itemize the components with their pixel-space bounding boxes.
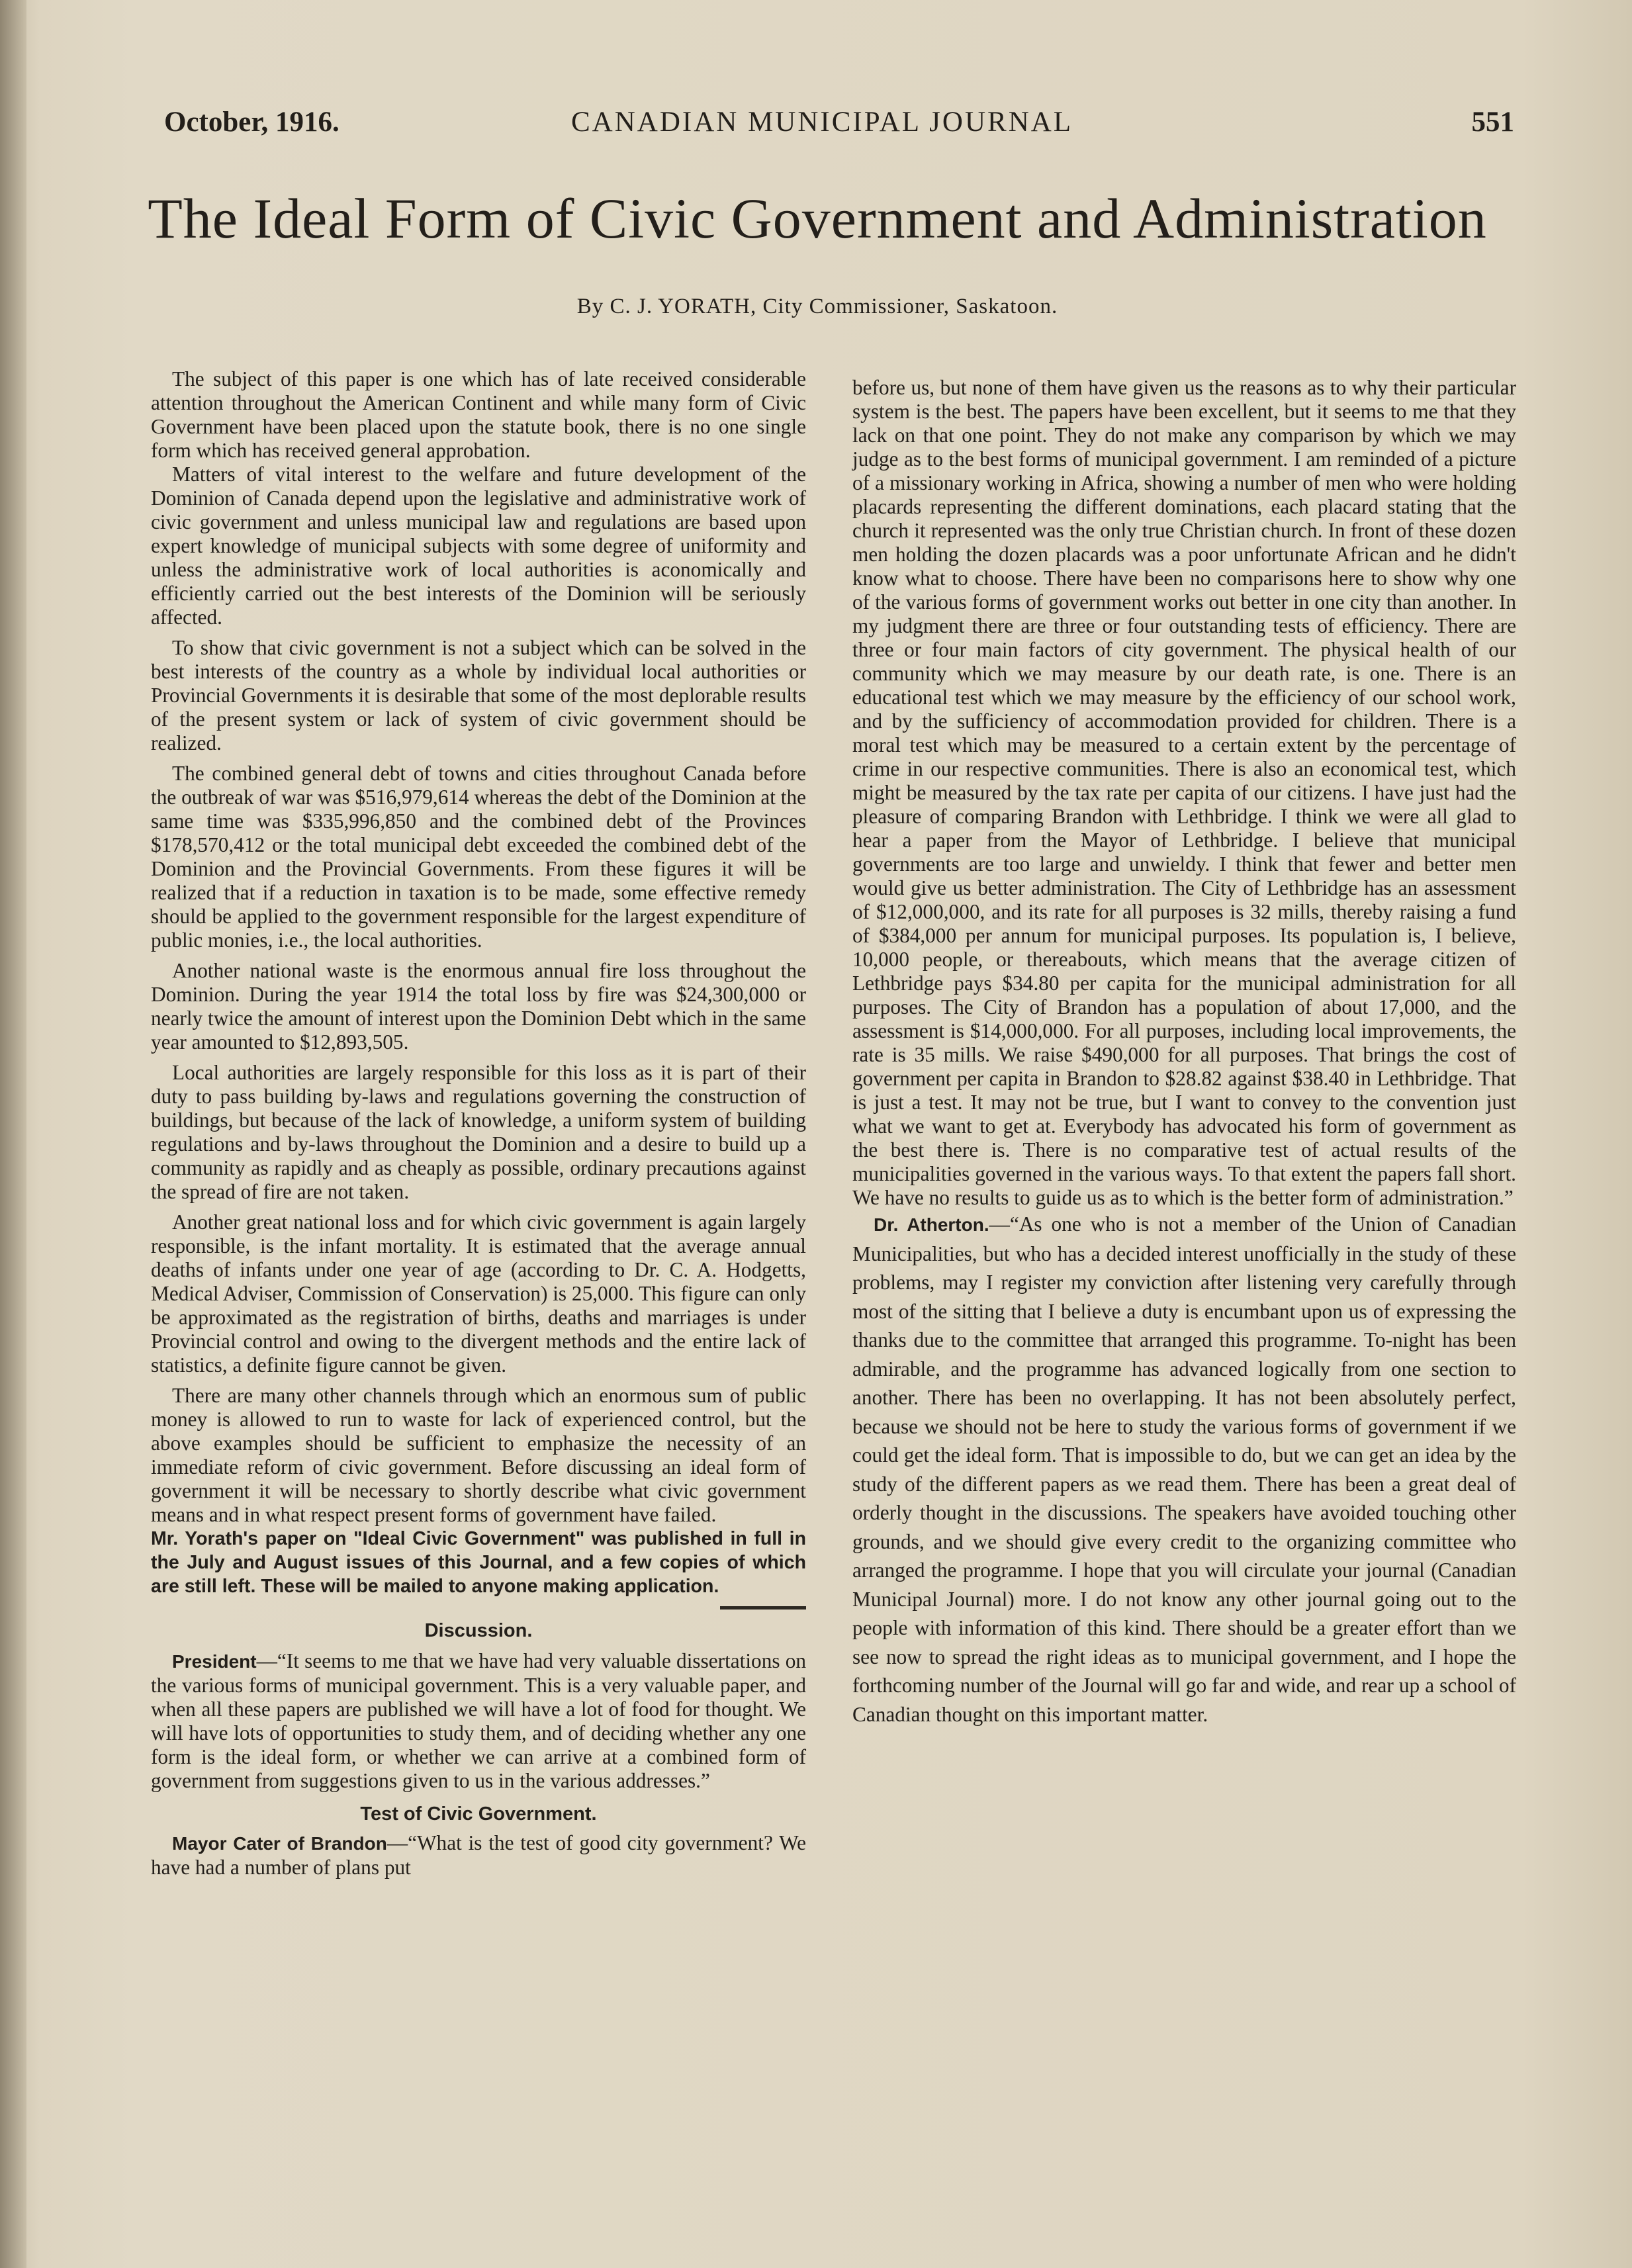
- remarks-text: —“As one who is not a member of the Union of Canadian Municipalities, but who has a decided interest unofficially in the study of these problems, may I register my conviction after listening very carefully through most of the sitting that I believe a duty is encumbant upon us of expressing the thanks due to the committee that arranged this programme. To-night has been admirable, and the programme has advanced logically from one section to another. There has been no overlapping. It has not been absolutely perfect, because we should not be here to study the various forms of government if we could get the ideal form. That is impossible to do, but we can get an idea by the study of the different papers as we read them. There has been a great deal of orderly thought in the discussions. The speakers have avoided touching other grounds, and we should give every credit to the organizing committee who arranged the programme. I hope that you will circulate your journal (Canadian Municipal Journal) more. I do not know any other journal going out to the people with information of this kind. There should be a greater effort than we see now to spread the right ideas as to municipal government, and I hope the forthcoming number of the Journal will go far and wide, and rear up a school of Canadian thought on this important matter.: [852, 1212, 1516, 1726]
- paragraph: Local authorities are largely responsible for this loss as it is part of their duty to pass building by-laws and regulations governing the construction of buildings, but because of the lack of knowledge, a uniform system of building regulations and by-laws throughout the Dominion and a desire to build up a community as rapidly and as cheaply as possible, ordinary precautions against the spread of fire are not taken.: [151, 1061, 806, 1203]
- speaker-name: Mayor Cater of Brandon: [172, 1833, 387, 1854]
- speaker-name: President: [172, 1651, 257, 1672]
- remarks-text: —“What is the test of good city government? We have had a number of plans put: [151, 1831, 806, 1879]
- left-column: [151, 367, 806, 1880]
- paragraph: Another great national loss and for which civic government is again largely responsible, is the infant mortality. It is estimated that the average annual deaths of infants under one year of age (according to Dr. C. A. Hodgetts, Medical Adviser, Commission of Conservation) is 25,000. This figure can only be approximated as the registration of births, deaths and marriages is under Provincial control and owing to the divergent methods and the entire lack of statistics, a definite figure cannot be given.: [151, 1210, 806, 1377]
- speaker-name: Dr. Atherton.: [874, 1214, 989, 1235]
- journal-name: CANADIAN MUNICIPAL JOURNAL: [571, 107, 1073, 138]
- mayor-remarks: [151, 1831, 806, 1880]
- editor-note: Mr. Yorath's paper on "Ideal Civic Government" was published in full in the July and August issues of this Journal, and a few copies of which are still left. These will be mailed to anyone making application.: [151, 1528, 806, 1597]
- paragraph: To show that civic government is not a subject which can be solved in the best interests of the country as a whole by individual local authorities or Provincial Governments it is desirable that some of the most deplorable results of the present system or lack of system of civic government should be realized.: [151, 636, 806, 754]
- page-number: 551: [1471, 107, 1514, 138]
- running-header: [164, 106, 1514, 152]
- remarks-text: —“It seems to me that we have had very valuable dissertations on the various forms of municipal government. This is a very valuable paper, and when all these papers are published we will have a lot of food for thought. We will have lots of opportunities to study them, and of deciding whether any one form is the ideal form, or whether we can arrive at a combined form of government from suggestions given to us in the various addresses.”: [151, 1649, 806, 1792]
- paragraph: There are many other channels through which an enormous sum of public money is allowed to run to waste for lack of experienced control, but the above examples should be sufficient to emphasize the necessity of an immediate reform of civic government. Before discussing an ideal form of government it will be necessary to shortly describe what civic government means and in what respect present forms of government have failed.: [151, 1384, 806, 1526]
- paragraph: The combined general debt of towns and cities throughout Canada before the outbreak of war was $516,979,614 whereas the debt of the Dominion at the same time was $335,996,850 and the combined debt of the Provinces $178,570,412 or the total municipal debt exceeded the combined debt of the Dominion and the Provincial Governments. From these figures it will be realized that if a reduction in taxation is to be made, some effective remedy should be applied to the government responsible for the largest expenditure of public monies, i.e., the local authorities.: [151, 762, 806, 952]
- president-remarks: [151, 1649, 806, 1793]
- test-heading: Test of Civic Government.: [360, 1803, 597, 1825]
- page-binding-edge: [0, 0, 26, 2268]
- article-title: The Ideal Form of Civic Government and Administration: [148, 187, 1487, 250]
- article-byline: By C. J. YORATH, City Commissioner, Saskatoon.: [576, 295, 1058, 318]
- divider-rule: [720, 1606, 806, 1610]
- discussion-heading: Discussion.: [424, 1620, 533, 1641]
- right-column: [852, 376, 1516, 1729]
- paragraph: Matters of vital interest to the welfare and future development of the Dominion of Canada depend upon the legislative and administrative work of civic government and unless municipal law and regulations are based upon expert knowledge of municipal subjects with some degree of uniformity and unless the administrative work of local authorities is aconomically and efficiently carried out the best interests of the Dominion will be seriously affected.: [151, 463, 806, 629]
- paragraph: before us, but none of them have given us the reasons as to why their particular system is the best. The papers have been excellent, but it seems to me that they lack on that one point. They do not make any comparison by which we may judge as to the best forms of municipal government. I am reminded of a picture of a missionary working in Africa, showing a number of men who were holding placards representing the different dominations, each placard stating that the church it represented was the only true Christian church. In front of these dozen men holding the dozen placards was a poor unfortunate African and he didn't know what to choose. There have been no comparisons here to show why one of the various forms of government works out better in one city than another. In my judgment there are three or four outstanding tests of efficiency. There are three or four main factors of city government. The physical health of our community which we may measure by our death rate, is one. There is an educational test which we may measure by the efficiency of our school work, and by the sufficiency of accommodation provided for children. There is a moral test which may be measured to a certain extent by the percentage of crime in our respective communities. There is also an economical test, which might be measured by the tax rate per capita of our citizens. I have just had the pleasure of comparing Brandon with Lethbridge. I think we were all glad to hear a paper from the Mayor of Lethbridge. I believe that municipal governments are too large and unwieldy. I think that fewer and better men would give us better administration. The City of Lethbridge has an assessment of $12,000,000, and its rate for all purposes is 32 mills, thereby raising a fund of $384,000 per annum for municipal purposes. Its population is, I believe, 10,000 people, or thereabouts, which means that the average citizen of Lethbridge pays $34.80 per capita for the municipal administration for all purposes. The City of Brandon has a population of about 17,000, and the assessment is $14,000,000. For all purposes, including local improvements, the rate is 35 mills. We raise $490,000 for all purposes. That brings the cost of government per capita in Brandon to $28.82 against $38.40 in Lethbridge. That is just a test. It may not be true, but I want to convey to the convention just what we want to get at. Everybody has advocated his form of government as the best there is. There is no comparative test of actual results of the municipalities governed in the various ways. To that extent the papers fall short. We have no results to guide us as to which is the better form of administration.”: [852, 376, 1516, 1209]
- paragraph: Another national waste is the enormous annual fire loss throughout the Dominion. During the year 1914 the total loss by fire was $24,300,000 or nearly twice the amount of interest upon the Dominion Debt which in the same year amounted to $12,893,505.: [151, 959, 806, 1054]
- issue-date: October, 1916.: [164, 107, 340, 138]
- paragraph: The subject of this paper is one which has of late received considerable attention throughout the American Continent and while many form of Civic Government have been placed upon the statute book, there is no one single form which has received general approbation.: [151, 367, 806, 462]
- atherton-remarks: [852, 1210, 1516, 1729]
